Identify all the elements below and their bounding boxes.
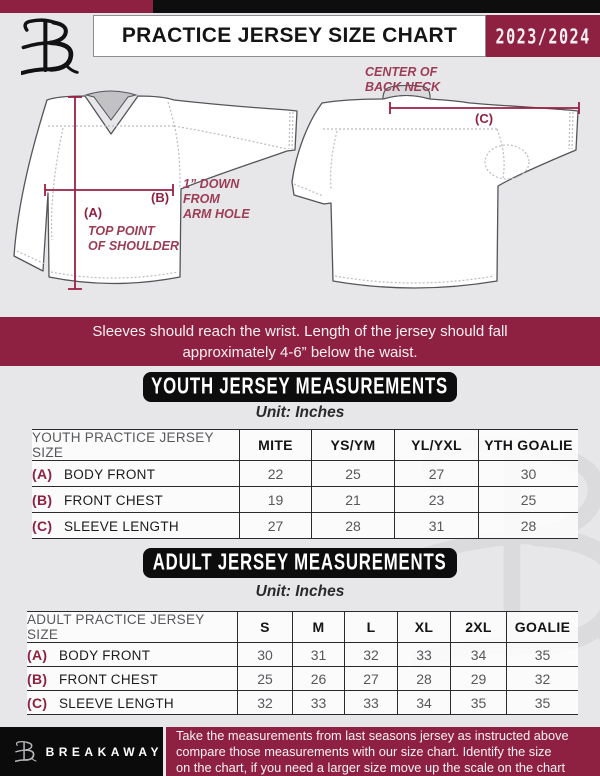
youth-size-table <box>32 429 578 539</box>
page-title: PRACTICE JERSEY SIZE CHART <box>121 24 458 47</box>
cell-value: 25 <box>479 487 579 513</box>
cell-value: 34 <box>398 691 451 715</box>
cell-value: 35 <box>507 643 579 667</box>
row-label: BODY FRONT <box>64 466 156 482</box>
cell-value: 26 <box>293 667 345 691</box>
table-row <box>27 667 578 691</box>
table-row <box>32 513 578 539</box>
label-c-key: (C) <box>475 111 494 126</box>
table-row <box>32 487 578 513</box>
row-key: (A) <box>27 646 48 663</box>
cell-value: 27 <box>395 461 479 487</box>
footer-brand-block <box>0 727 163 776</box>
column-header: 2XL <box>451 612 507 643</box>
column-header: YL/YXL <box>395 430 479 461</box>
column-header: S <box>238 612 293 643</box>
fit-note-banner <box>0 317 600 366</box>
cell-value: 28 <box>312 513 395 539</box>
season-badge <box>486 15 600 57</box>
row-label: SLEEVE LENGTH <box>64 518 179 534</box>
column-header: XL <box>398 612 451 643</box>
column-header: YTH GOALIE <box>479 430 579 461</box>
row-key: (C) <box>32 517 53 534</box>
cell-value: 34 <box>451 643 507 667</box>
jersey-measurement-diagram <box>0 60 600 316</box>
label-a-key: (A) <box>84 205 103 220</box>
breakaway-b-logo-icon <box>21 16 79 80</box>
table-row <box>27 691 578 715</box>
label-c-caption: CENTER OF BACK NECK <box>365 65 440 94</box>
top-strip-accent <box>0 0 153 13</box>
cell-value: 25 <box>312 461 395 487</box>
top-strip <box>0 0 600 13</box>
cell-value: 31 <box>395 513 479 539</box>
row-label: BODY FRONT <box>59 647 151 663</box>
cell-value: 28 <box>479 513 579 539</box>
page-title-box <box>93 15 486 57</box>
fit-note-line1: Sleeves should reach the wrist. Length of the jersey should fall <box>92 322 508 340</box>
back-jersey-outline <box>292 86 578 289</box>
cell-value: 35 <box>451 691 507 715</box>
youth-size-label: YOUTH PRACTICE JERSEY SIZE <box>32 430 214 460</box>
brand-name: BREAKAWAY <box>45 744 163 759</box>
adult-section-heading: ADULT JERSEY MEASUREMENTS <box>143 548 457 578</box>
column-header: L <box>345 612 398 643</box>
fit-note-line2: approximately 4-6” below the waist. <box>182 343 418 361</box>
cell-value: 35 <box>507 691 579 715</box>
cell-value: 29 <box>451 667 507 691</box>
column-header: MITE <box>240 430 312 461</box>
table-header-row <box>32 430 578 461</box>
adult-unit-label: Unit: Inches <box>255 583 345 600</box>
cell-value: 28 <box>398 667 451 691</box>
cell-value: 30 <box>238 643 293 667</box>
label-a-caption: TOP POINT OF SHOULDER <box>88 224 179 253</box>
row-label: FRONT CHEST <box>64 492 164 508</box>
row-key: (A) <box>32 465 53 482</box>
adult-size-table <box>27 611 578 715</box>
adult-size-label: ADULT PRACTICE JERSEY SIZE <box>27 612 205 642</box>
season-label: 2023/2024 <box>495 24 591 48</box>
cell-value: 31 <box>293 643 345 667</box>
cell-value: 25 <box>238 667 293 691</box>
table-row <box>32 461 578 487</box>
footer-instructions <box>166 727 600 776</box>
column-header: GOALIE <box>507 612 579 643</box>
cell-value: 27 <box>345 667 398 691</box>
cell-value: 27 <box>240 513 312 539</box>
row-label: SLEEVE LENGTH <box>59 695 174 711</box>
row-key: (C) <box>27 694 48 711</box>
table-header-row <box>27 612 578 643</box>
breakaway-b-logo-icon <box>15 738 37 766</box>
cell-value: 21 <box>312 487 395 513</box>
label-b-key: (B) <box>151 190 170 205</box>
footer-note-line3: on the chart, if you need a larger size move up the scale on the chart <box>176 759 566 775</box>
cell-value: 33 <box>398 643 451 667</box>
row-key: (B) <box>32 491 53 508</box>
footer-note-line2: compare those measurements with our size chart. Identify the size <box>176 743 552 759</box>
footer-note-line1: Take the measurements from last seasons jersey as instructed above <box>176 727 569 743</box>
cell-value: 19 <box>240 487 312 513</box>
row-label: FRONT CHEST <box>59 671 159 687</box>
youth-unit-label: Unit: Inches <box>255 404 345 421</box>
cell-value: 30 <box>479 461 579 487</box>
youth-section-heading: YOUTH JERSEY MEASUREMENTS <box>143 372 457 402</box>
label-b-caption: 1” DOWN FROM ARM HOLE <box>183 177 250 221</box>
column-header: YS/YM <box>312 430 395 461</box>
column-header: M <box>293 612 345 643</box>
cell-value: 32 <box>345 643 398 667</box>
cell-value: 33 <box>293 691 345 715</box>
cell-value: 33 <box>345 691 398 715</box>
cell-value: 32 <box>238 691 293 715</box>
cell-value: 32 <box>507 667 579 691</box>
table-row <box>27 643 578 667</box>
row-key: (B) <box>27 670 48 687</box>
cell-value: 23 <box>395 487 479 513</box>
cell-value: 22 <box>240 461 312 487</box>
